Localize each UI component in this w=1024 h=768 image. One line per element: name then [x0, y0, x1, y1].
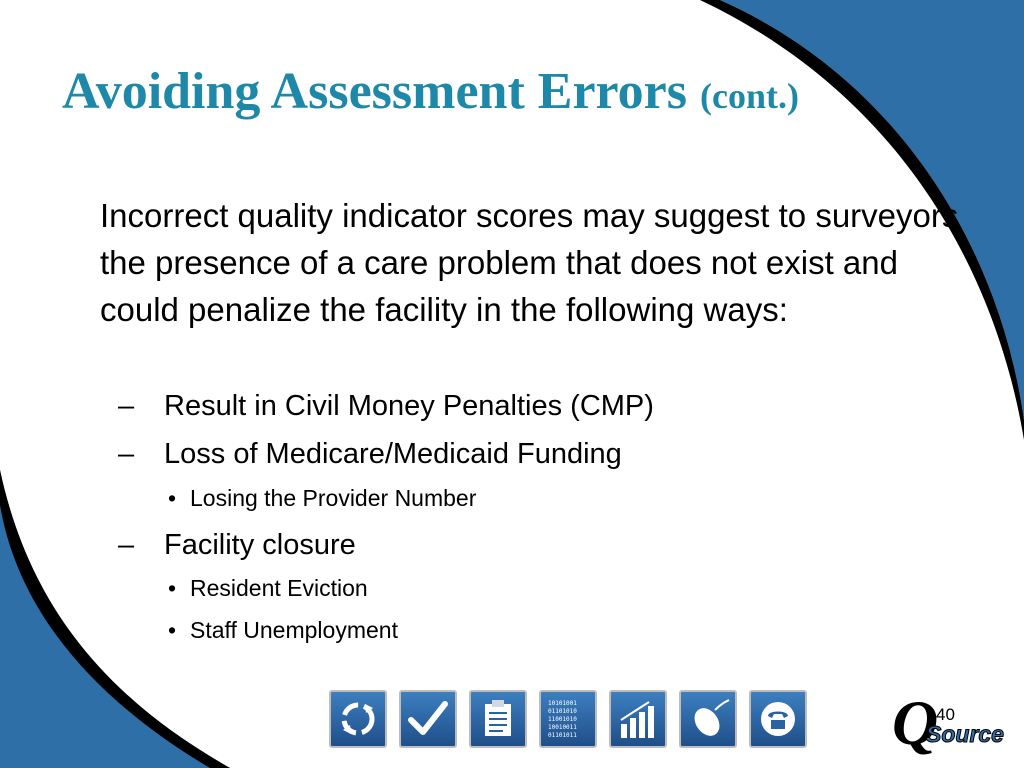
dash-text: Result in Civil Money Penalties (CMP)	[164, 390, 654, 422]
page-number: 40	[936, 705, 955, 724]
telephone-icon[interactable]	[749, 690, 807, 748]
dash-item-cmp	[118, 389, 654, 424]
computer-mouse-icon[interactable]	[679, 690, 737, 748]
bullet-text: Resident Eviction	[190, 575, 368, 601]
clipboard-icon[interactable]	[469, 690, 527, 748]
bullet-text: Losing the Provider Number	[190, 485, 477, 511]
dash-item-funding	[118, 437, 622, 472]
bullet-mark: •	[168, 617, 177, 643]
svg-text:01101010: 01101010	[548, 708, 577, 715]
dash-text: Facility closure	[164, 529, 356, 561]
dash-mark: –	[118, 529, 135, 561]
svg-text:Q: Q	[892, 688, 939, 758]
svg-text:01101011: 01101011	[548, 732, 577, 739]
checkmark-icon[interactable]	[399, 690, 457, 748]
bullet-item-eviction	[168, 575, 368, 603]
svg-text:11001010: 11001010	[548, 716, 577, 723]
slide-title-suffix: (cont.)	[700, 76, 799, 116]
bar-chart-icon[interactable]	[609, 690, 667, 748]
svg-text:10101001: 10101001	[548, 700, 577, 707]
dash-text: Loss of Medicare/Medicaid Funding	[164, 438, 622, 470]
intro-paragraph: Incorrect quality indicator scores may suggest to surveyors the presence of a care problem that does not exist and could penalize the facility in the following ways:	[100, 197, 959, 328]
dash-item-closure	[118, 528, 356, 563]
bullet-mark: •	[168, 485, 177, 511]
footer-icon-strip	[329, 690, 807, 752]
bullet-text: Staff Unemployment	[190, 617, 398, 643]
slide-title-main: Avoiding Assessment Errors	[62, 63, 687, 120]
slide-title	[62, 62, 799, 122]
bullet-mark: •	[168, 575, 177, 601]
bullet-item-provider-number	[168, 485, 476, 513]
dash-mark: –	[118, 390, 135, 422]
svg-text:10010011: 10010011	[548, 724, 577, 731]
dash-mark: –	[118, 438, 135, 470]
logo-text: Source	[926, 721, 1004, 747]
bullet-item-unemployment	[168, 617, 398, 645]
binary-data-icon[interactable]	[539, 690, 597, 748]
recycle-arrows-icon[interactable]	[329, 690, 387, 748]
